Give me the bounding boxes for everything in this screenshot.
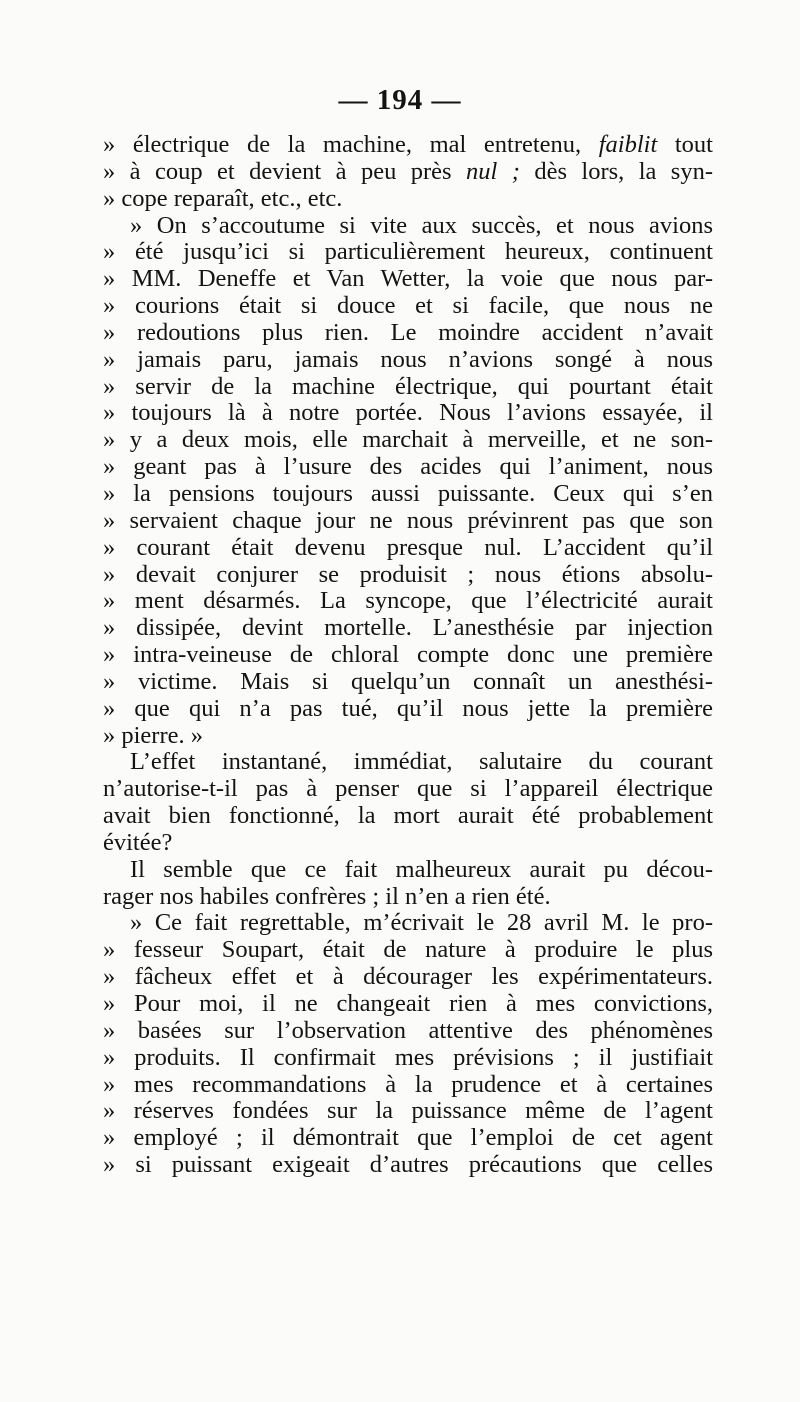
text-line: évitée? <box>103 828 173 856</box>
text-line: » si puissant exigeait d’autres précautions que celles <box>103 1151 713 1179</box>
body-text <box>103 132 713 1179</box>
text-line: » produits. Il confirmait mes prévisions ; il justifiait <box>103 1043 713 1071</box>
text-line: » basées sur l’observation attentive des phénomènes <box>103 1016 713 1044</box>
text-line: » ment désarmés. La syncope, que l’électricité aurait <box>103 587 713 615</box>
page-number: — 194 — <box>338 84 462 116</box>
text-line: » devait conjurer se produisit ; nous étions absolu- <box>103 560 713 588</box>
text-line: » geant pas à l’usure des acides qui l’animent, nous <box>103 453 713 481</box>
emphasis: nul ; <box>466 157 520 185</box>
text-line: » redoutions plus rien. Le moindre accident n’avait <box>103 318 713 346</box>
emphasis: faiblit <box>598 131 658 158</box>
text-line: » été jusqu’ici si particulièrement heureux, continuent <box>103 238 713 266</box>
text-line: L’effet instantané, immédiat, salutaire du courant <box>130 748 713 776</box>
text-line: » courant était devenu presque nul. L’accident qu’il <box>103 533 713 561</box>
text-line: » y a deux mois, elle marchait à merveille, et ne son- <box>103 426 713 454</box>
text-line: » la pensions toujours aussi puissante. Ceux qui s’en <box>103 479 713 507</box>
text-line: avait bien fonctionné, la mort aurait été probablement <box>103 802 713 830</box>
text-line: » MM. Deneffe et Van Wetter, la voie que nous par- <box>103 265 713 293</box>
text-line: » On s’accoutume si vite aux succès, et nous avions <box>130 211 713 239</box>
text-line: » jamais paru, jamais nous n’avions songé à nous <box>103 345 713 373</box>
text-line: » servir de la machine électrique, qui pourtant était <box>103 372 713 400</box>
text-line: » victime. Mais si quelqu’un connaît un anesthési- <box>103 667 713 695</box>
text-line: » Pour moi, il ne changeait rien à mes convictions, <box>103 990 713 1017</box>
text-line: rager nos habiles confrères ; il n’en a rien été. <box>103 882 551 910</box>
text-line: » réserves fondées sur la puissance même de l’agent <box>103 1097 713 1125</box>
text-line: » que qui n’a pas tué, qu’il nous jette la première <box>103 694 713 722</box>
text-line: » cope reparaît, etc., etc. <box>103 184 343 212</box>
text-line: » toujours là à notre portée. Nous l’avions essayée, il <box>103 399 713 427</box>
text-line: n’autorise-t-il pas à penser que si l’appareil électrique <box>103 775 713 803</box>
text-line: » électrique de la machine, mal entretenu, faiblit tout <box>103 131 713 158</box>
text-line: » dissipée, devint mortelle. L’anesthésie par injection <box>103 614 713 642</box>
text-line: Il semble que ce fait malheureux aurait pu décou- <box>130 855 713 883</box>
text-line: » fâcheux effet et à décourager les expérimentateurs. <box>103 963 713 991</box>
text-line: » pierre. » <box>103 721 203 749</box>
text-line: » intra-veineuse de chloral compte donc une première <box>103 641 713 669</box>
text-line: » mes recommandations à la prudence et à certaines <box>103 1070 713 1098</box>
text-line: » employé ; il démontrait que l’emploi de cet agent <box>103 1124 713 1152</box>
text-line: » courions était si douce et si facile, que nous ne <box>103 292 713 320</box>
text-line: » fesseur Soupart, était de nature à produire le plus <box>103 936 713 964</box>
text-line: » servaient chaque jour ne nous prévinrent pas que son <box>103 506 713 534</box>
text-line: » à coup et devient à peu près nul ; dès lors, la syn- <box>103 157 713 185</box>
text-line: » Ce fait regrettable, m’écrivait le 28 avril M. le pro- <box>130 909 713 937</box>
